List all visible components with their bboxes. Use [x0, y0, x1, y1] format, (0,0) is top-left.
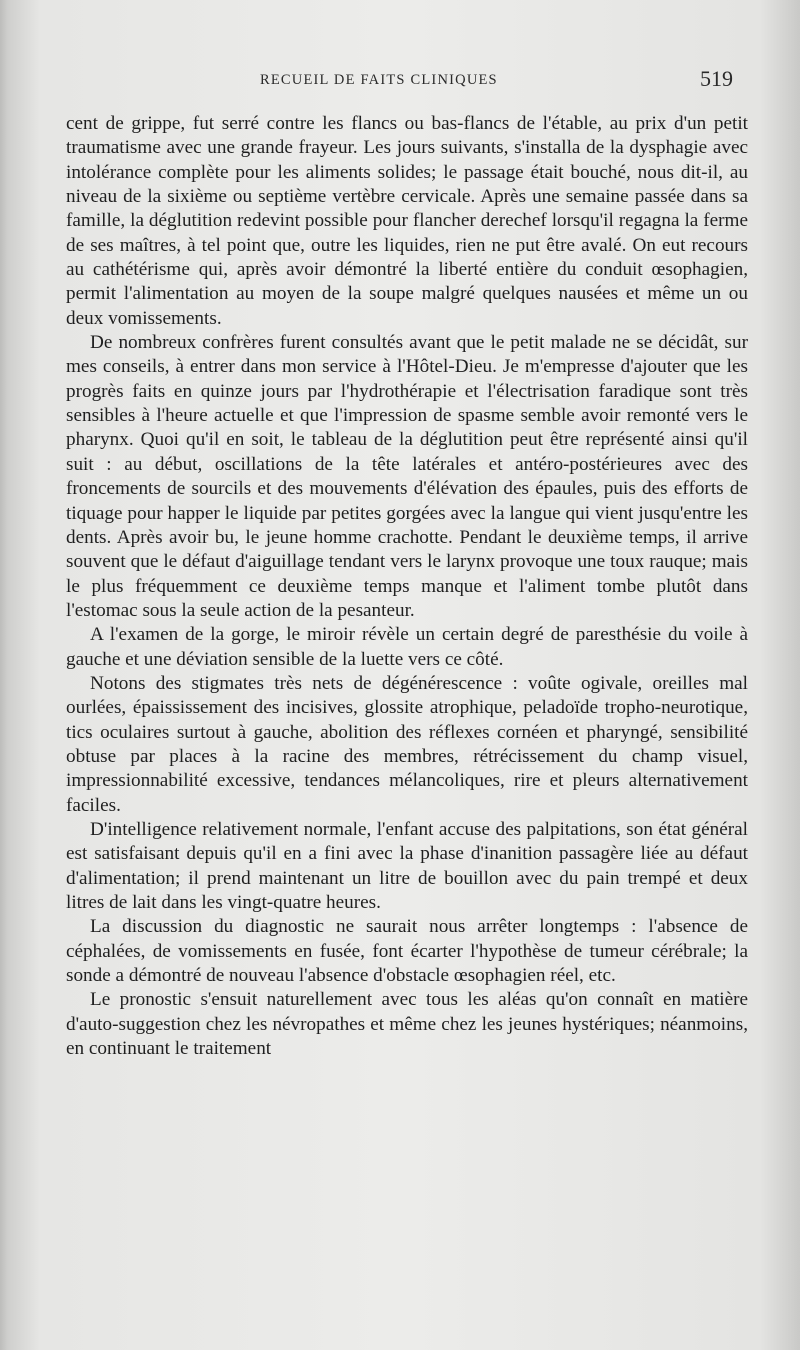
- paragraph-intelligence: D'intelligence relativement normale, l'enfant accuse des palpitations, son état général est satisfaisant depuis qu'il en a fini avec la phase d'inanition passagère liée au défaut d'alimentation; il prend maintenant un litre de bouillon avec du pain trempé et deux litres de lait dans les vingt-quatre heures.: [66, 818, 748, 913]
- paragraph-prognosis: Le pronostic s'ensuit naturellement avec tous les aléas qu'on connaît en matière d'auto-suggestion chez les névropathes et même chez les jeunes hystériques; néanmoins, en continuant le traitement: [66, 989, 748, 1060]
- running-header: [0, 66, 800, 96]
- paragraph-continuation: cent de grippe, fut serré contre les flancs ou bas-flancs de l'étable, au prix d'un petit traumatisme avec une grande frayeur. Les jours suivants, s'installa de la dysphagie avec intolérance complète pour les aliments solides; le passage était bouché, nous dit-il, au niveau de la sixième ou septième vertèbre cervicale. Après une semaine passée dans sa famille, la déglutition redevint possible pour flancher derechef lorsqu'il regagna la ferme de ses maîtres, à tel point que, outre les liquides, rien ne put être avalé. On eut recours au cathétérisme qui, après avoir démontré la liberté entière du conduit œsophagien, permit l'alimentation au moyen de la soupe malgré quelques nausées et même un ou deux vomissements.: [66, 113, 748, 329]
- page-number: 519: [700, 66, 733, 91]
- paragraph-diagnosis: La discussion du diagnostic ne saurait nous arrêter longtemps : l'absence de céphalées, de vomissements en fusée, font écarter l'hypothèse de tumeur cérébrale; la sonde a démontré de nouveau l'absence d'obstacle œsophagien réel, etc.: [66, 916, 748, 987]
- running-title: RECUEIL DE FAITS CLINIQUES: [260, 72, 498, 88]
- paragraph-throat-exam: A l'examen de la gorge, le miroir révèle un certain degré de paresthésie du voile à gauche et une déviation sensible de la luette vers ce côté.: [66, 624, 748, 670]
- body-text: [66, 112, 748, 1061]
- paragraph-consultations: De nombreux confrères furent consultés avant que le petit malade ne se décidât, sur mes conseils, à entrer dans mon service à l'Hôtel-Dieu. Je m'empresse d'ajouter que les progrès faits en quinze jours par l'hydrothérapie et l'électrisation faradique sont très sensibles à l'heure actuelle et que l'impression de spasme semble avoir remonté vers le pharynx. Quoi qu'il en soit, le tableau de la déglutition peut être représenté ainsi qu'il suit : au début, oscillations de la tête latérales et antéro-postérieures avec des froncements de sourcils et des mouvements d'élévation des épaules, puis des efforts de tiquage pour happer le liquide par petites gorgées avec la langue qui vient jusqu'entre les dents. Après avoir bu, le jeune homme crachotte. Pendant le deuxième temps, il arrive souvent que le défaut d'aiguillage tendant vers le larynx provoque une toux rauque; mais le plus fréquemment ce deuxième temps manque et l'aliment tombe plutôt dans l'estomac sous la seule action de la pesanteur.: [66, 332, 748, 621]
- paragraph-stigmata: Notons des stigmates très nets de dégénérescence : voûte ogivale, oreilles mal ourlées, épaississement des incisives, glossite atrophique, peladoïde tropho-neurotique, tics oculaires surtout à gauche, abolition des réflexes cornéen et pharyngé, sensibilité obtuse par places à la racine des membres, rétrécissement du champ visuel, impressionnabilité excessive, tendances mélancoliques, rire et pleurs alternativement faciles.: [66, 672, 748, 816]
